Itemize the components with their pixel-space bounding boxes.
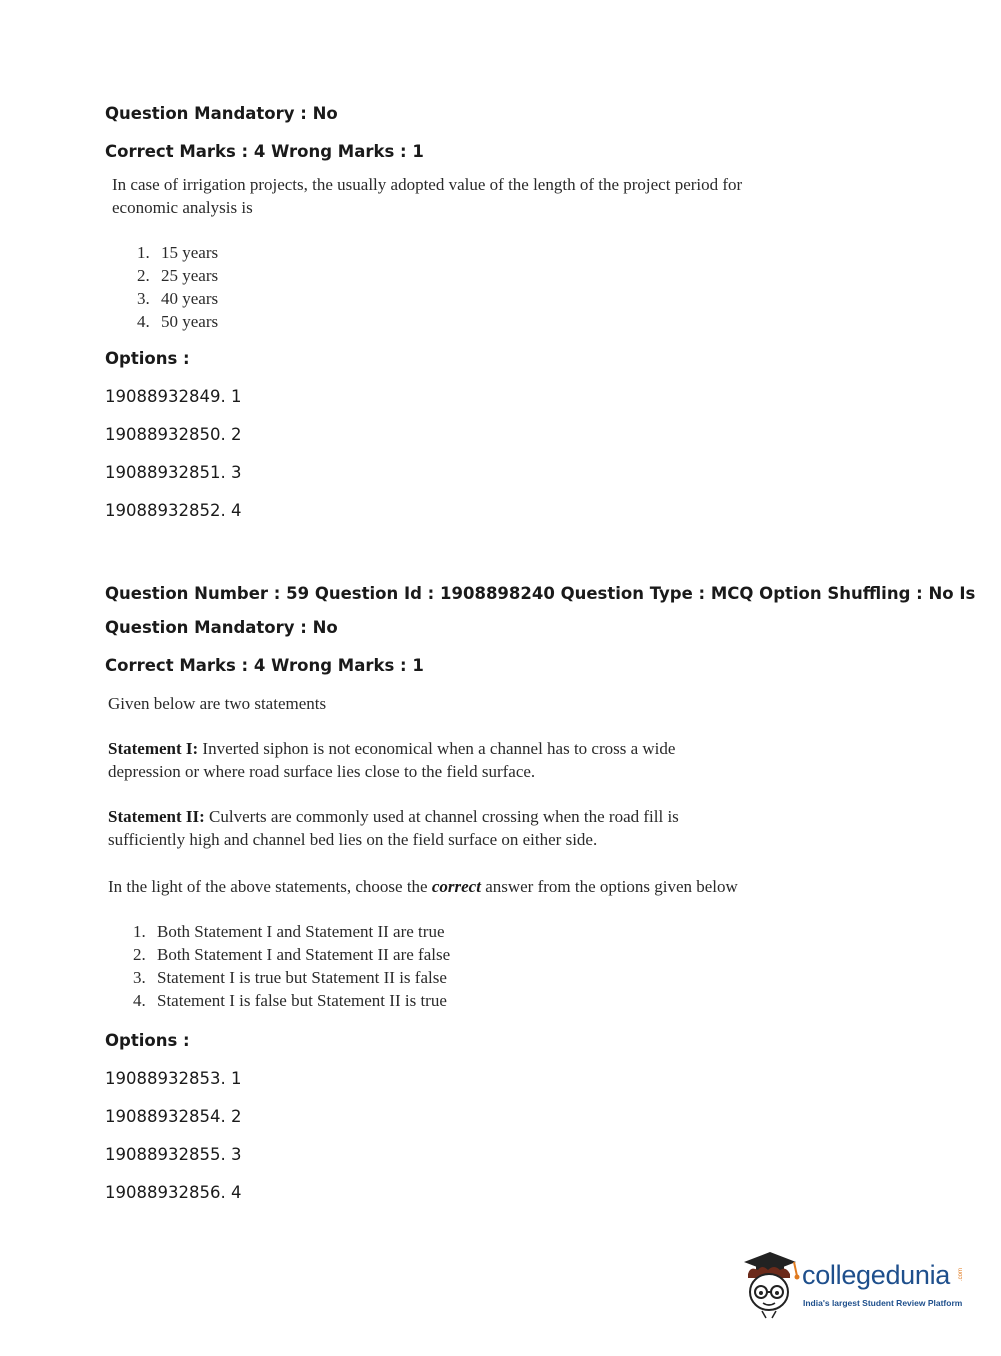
question-header: Question Number : 59 Question Id : 1908898240 Question Type : MCQ Option Shuffling : No Is xyxy=(105,584,976,603)
choice-item: 4. Statement I is false but Statement II is true xyxy=(133,991,447,1010)
statement-1-label: Statement I: xyxy=(108,739,199,758)
statement-1-line: Inverted siphon is not economical when a channel has to cross a wide xyxy=(202,739,676,758)
logo-com: .com xyxy=(958,1268,964,1282)
question-line: economic analysis is xyxy=(112,198,253,217)
logo-wordmark: collegedunia xyxy=(802,1260,951,1290)
choice-item: 4. 50 years xyxy=(137,312,219,331)
choice-list xyxy=(137,241,218,333)
instruction-emphasis: correct xyxy=(431,877,481,896)
question-mandatory: Question Mandatory : No xyxy=(105,618,338,637)
statement-2-line: sufficiently high and channel bed lies on the field surface on either side. xyxy=(108,830,598,849)
marks-info: Correct Marks : 4 Wrong Marks : 1 xyxy=(105,656,424,675)
statement-2-label: Statement II: xyxy=(108,807,205,826)
question-text xyxy=(112,173,742,219)
statement-1 xyxy=(108,737,675,783)
options-label: Options : xyxy=(105,1031,190,1050)
question-mandatory: Question Mandatory : No xyxy=(105,104,338,123)
option-item: 19088932856. 4 xyxy=(105,1183,242,1202)
statement-2-line: Culverts are commonly used at channel crossing when the road fill is xyxy=(209,807,679,826)
instruction: In the light of the above statements, choose the correct answer from the options given below xyxy=(108,877,738,896)
choice-item: 3. 40 years xyxy=(137,289,219,308)
question-intro: Given below are two statements xyxy=(108,694,327,713)
mascot-icon xyxy=(740,1248,802,1320)
option-item: 19088932854. 2 xyxy=(105,1107,242,1126)
option-item: 19088932852. 4 xyxy=(105,501,242,520)
option-item: 19088932849. 1 xyxy=(105,387,242,406)
choice-item: 1. Both Statement I and Statement II are true xyxy=(133,922,445,941)
option-item: 19088932855. 3 xyxy=(105,1145,242,1164)
choice-item: 1. 15 years xyxy=(137,243,219,262)
statement-2 xyxy=(108,805,679,851)
option-item: 19088932850. 2 xyxy=(105,425,242,444)
option-item: 19088932853. 1 xyxy=(105,1069,242,1088)
choice-item: 3. Statement I is true but Statement II is false xyxy=(133,968,447,987)
marks-info: Correct Marks : 4 Wrong Marks : 1 xyxy=(105,142,424,161)
choice-item: 2. Both Statement I and Statement II are false xyxy=(133,945,451,964)
logo-tagline: India's largest Student Review Platform xyxy=(803,1298,963,1308)
question-line: In case of irrigation projects, the usually adopted value of the length of the project period for xyxy=(112,175,743,194)
choice-list xyxy=(133,920,450,1012)
statement-1-line: depression or where road surface lies close to the field surface. xyxy=(108,762,536,781)
option-item: 19088932851. 3 xyxy=(105,463,242,482)
options-label: Options : xyxy=(105,349,190,368)
collegedunia-logo xyxy=(740,1248,970,1320)
choice-item: 2. 25 years xyxy=(137,266,219,285)
